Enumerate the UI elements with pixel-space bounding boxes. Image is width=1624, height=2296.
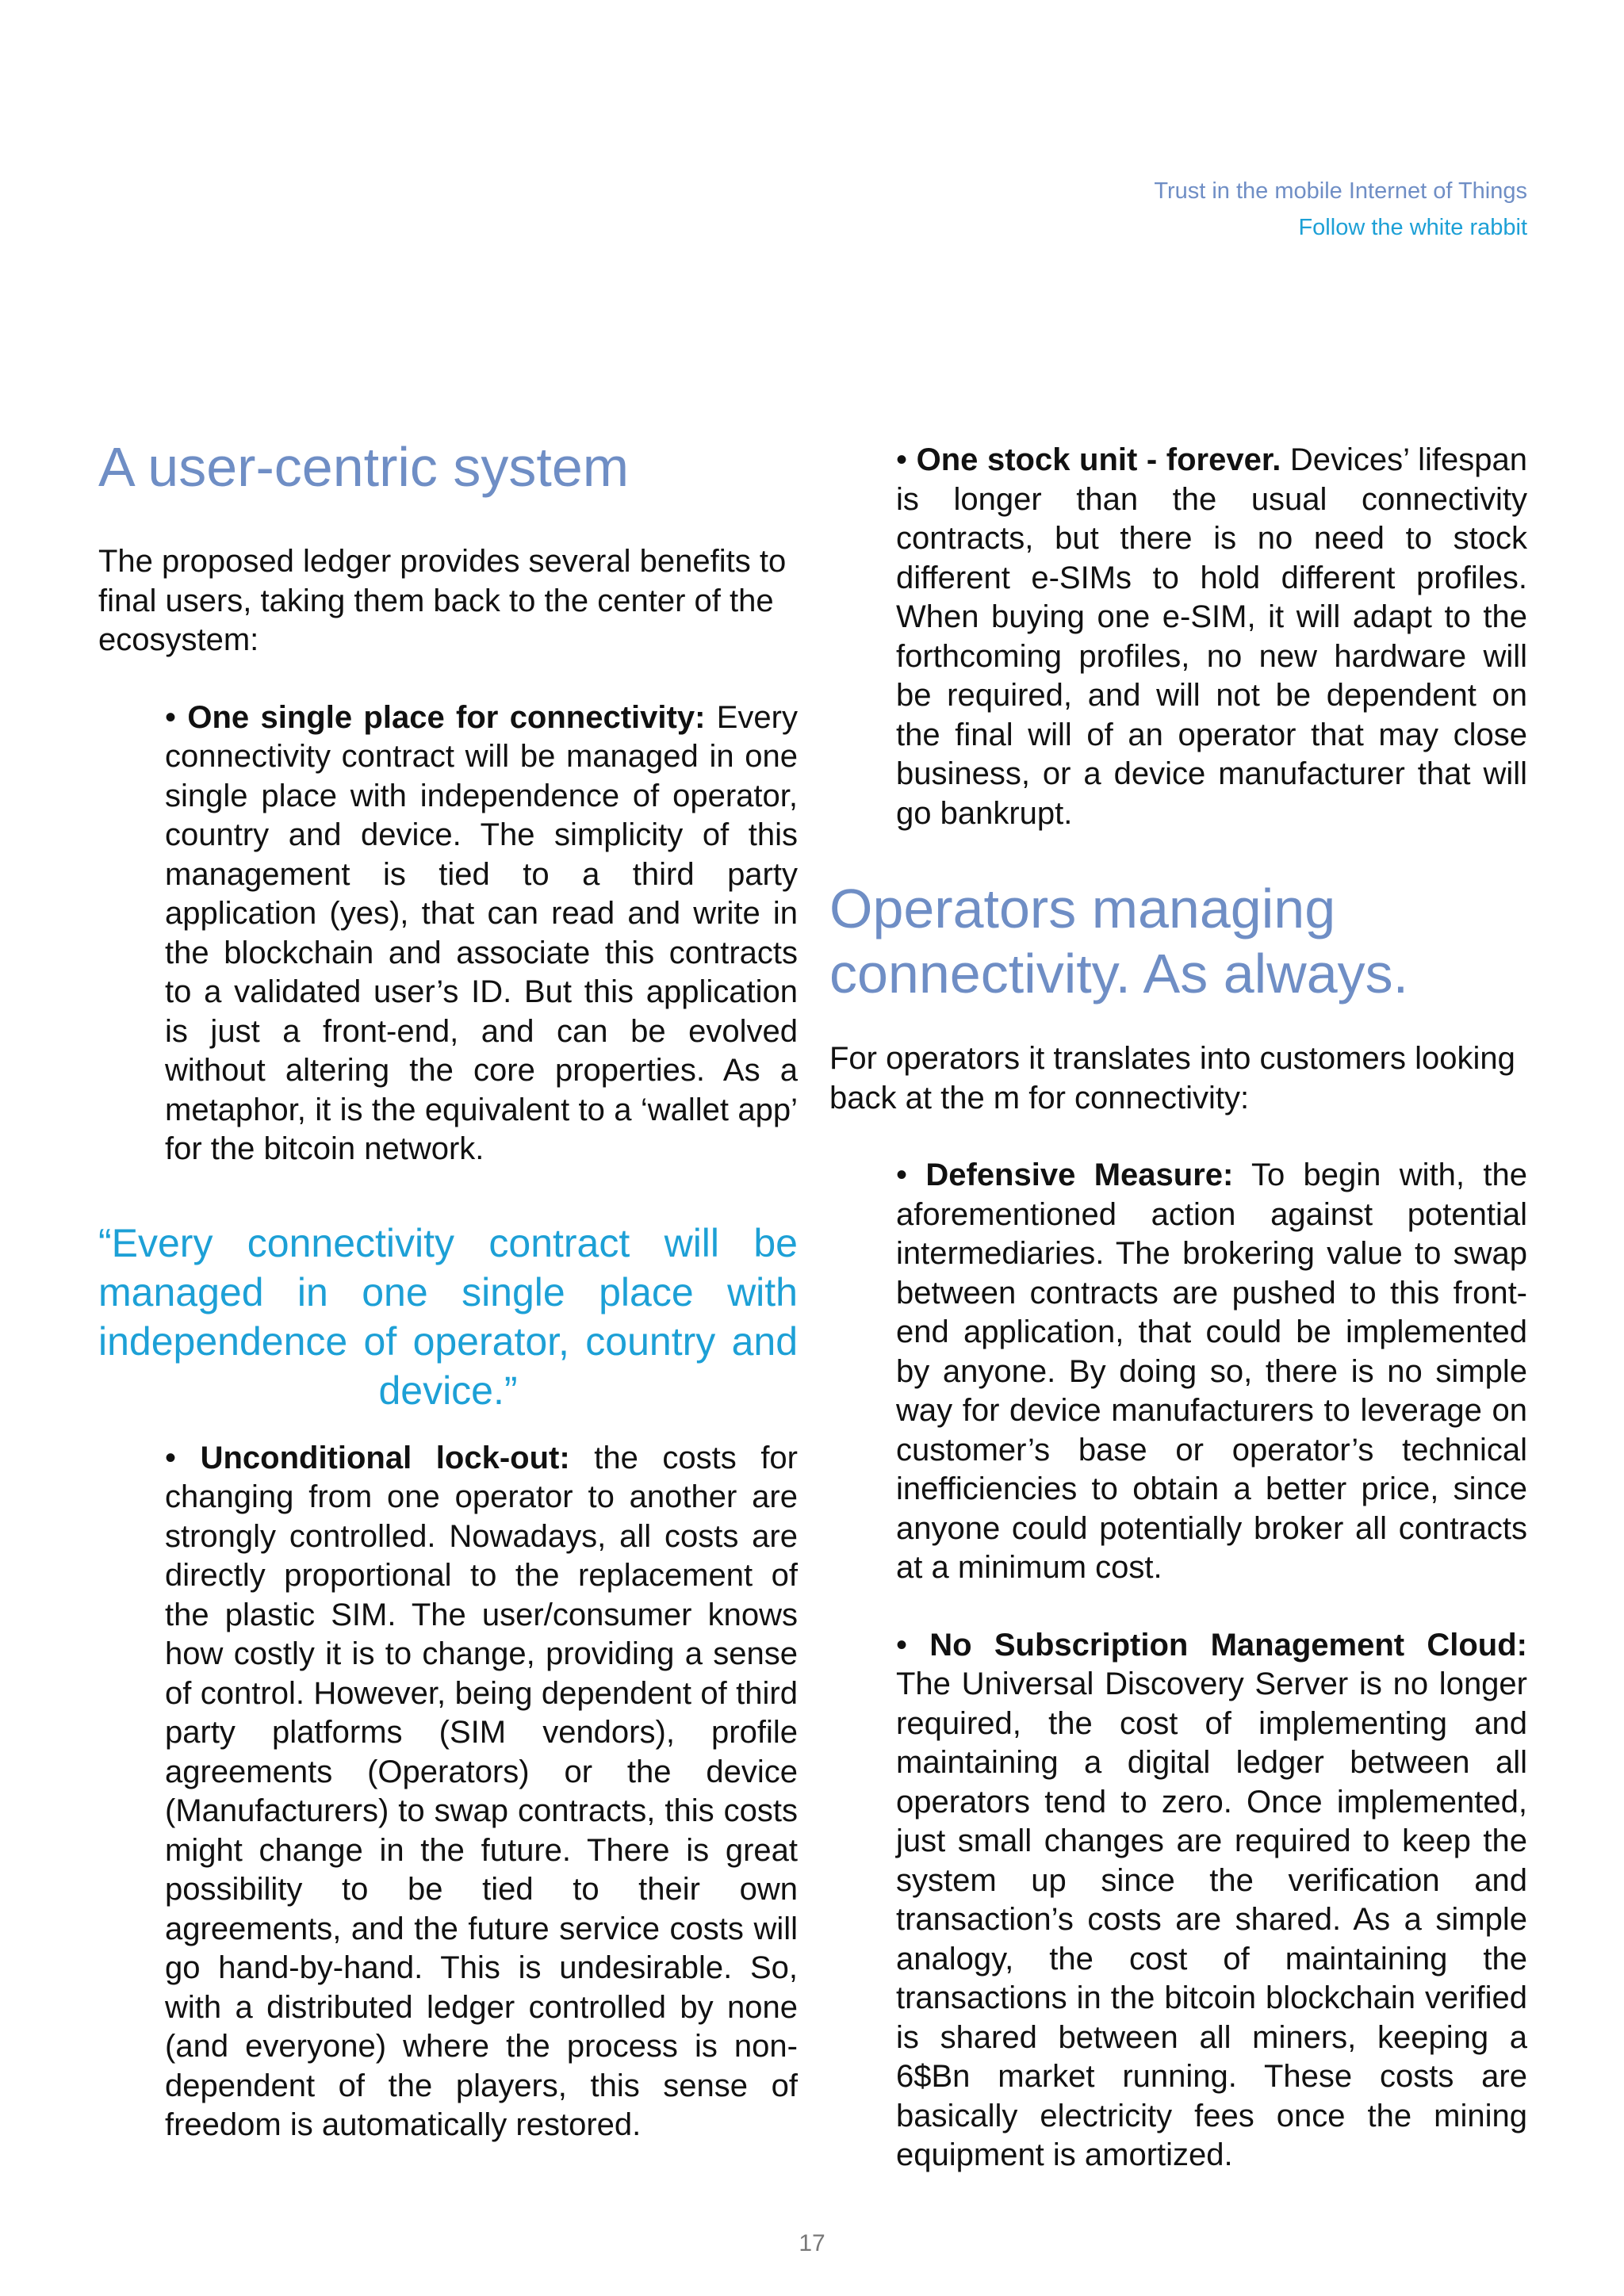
bullet-lead: One stock unit - forever. <box>916 442 1281 477</box>
bullet-body: the costs for changing from one operator to another are strongly controlled. Nowadays, all costs are directly proportional to the replacement of the plastic SIM. The user/consumer knows how costly it is to change, providing a sense of control. However, being dependent of third party platforms (SIM vendors), profile agreements (Operators) or the device (Manufacturers) to swap contracts, this costs might change in the future. There is great possibility to be tied to their own agreements, and the future service costs will go hand-by-hand. This is undesirable. So, with a distributed ledger controlled by none (and everyone) where the process is non-dependent of the players, this sense of freedom is automatically restored. <box>165 1440 798 2142</box>
intro-paragraph: The proposed ledger provides several benefits to final users, taking them back to the center of the ecosystem: <box>98 544 787 657</box>
bullet-lead: Unconditional lock-out: <box>200 1440 570 1475</box>
operators-intro: For operators it translates into customers looking back at the m for connectivity: <box>829 1041 1515 1115</box>
page-number: 17 <box>799 2230 825 2256</box>
bullet-body: Devices’ lifespan is longer than the usual connectivity contracts, but there is no need to stock different e-SIMs to hold different profiles. When buying one e-SIM, it will adapt to the forthcoming profiles, no new hardware will be required, and will not be dependent on the final will of an operator that may close business, or a device manufacturer that will go bankrupt. <box>896 442 1527 831</box>
bullet-lock-out: • Unconditional lock-out: the costs for changing from one operator to another are strongly controlled. Nowadays, all costs are directly proportional to the replacement of the plastic SIM. The user/consumer knows how costly it is to change, providing a sense of control. However, being dependent of third party platforms (SIM vendors), profile agreements (Operators) or the device (Manufacturers) to swap contracts, this costs might change in the future. There is great possibility to be tied to their own agreements, and the future service costs will go hand-by-hand. This is undesirable. So, with a distributed ledger controlled by none (and everyone) where the process is non-dependent of the players, this sense of freedom is automatically restored. <box>165 1440 798 2142</box>
bullet-body: The Universal Discovery Server is no longer required, the cost of implementing and maintaining a digital ledger between all operators tend to zero. Once implemented, just small changes are required to keep the system up since the verification and transaction’s costs are shared. As a simple analogy, the cost of maintaining the transactions in the bitcoin blockchain verified is shared between all miners, keeping a 6$Bn market running. These costs are basically electricity fees once the mining equipment is amortized. <box>896 1667 1527 2172</box>
bullet-defensive-measure: • Defensive Measure: To begin with, the aforementioned action against potential intermediaries. The brokering value to swap between contracts are pushed to this front-end application, that could be implemented by anyone. By doing so, there is no simple way for device manufacturers to leverage on customer’s base or operator’s technical inefficiencies to obtain a better price, since anyone could potentially broker all contracts at a minimum cost. <box>896 1158 1527 1585</box>
section-title-user-centric: A user-centric system <box>98 436 630 498</box>
left-column <box>98 434 798 2145</box>
bullet-body: Every connectivity contract will be managed in one single place with independence of operator, country and device. The simplicity of this management is tied to a third party application (yes), that can read and write in the blockchain and associate this contracts to a validated user’s ID. But this application is just a front-end, and can be evolved without altering the core properties. As a metaphor, it is the equivalent to a ‘wallet app’ for the bitcoin network. <box>165 699 798 1166</box>
bullet-single-place: • One single place for connectivity: Every connectivity contract will be managed in one single place with independence of operator, country and device. The simplicity of this management is tied to a third party application (yes), that can read and write in the blockchain and associate this contracts to a validated user’s ID. But this application is just a front-end, and can be evolved without altering the core properties. As a metaphor, it is the equivalent to a ‘wallet app’ for the bitcoin network. <box>165 699 798 1166</box>
bullet-lead: Defensive Measure: <box>925 1158 1234 1192</box>
right-column <box>829 441 1527 2175</box>
header-section-title: Follow the white rabbit <box>1298 215 1527 240</box>
bullet-no-subscription-cloud: • No Subscription Management Cloud: The Universal Discovery Server is no longer required, the cost of implementing and maintaining a digital ledger between all operators tend to zero. Once implemented, just small changes are required to keep the system up since the verification and transaction’s costs are shared. As a simple analogy, the cost of maintaining the transactions in the bitcoin blockchain verified is shared between all miners, keeping a 6$Bn market running. These costs are basically electricity fees once the mining equipment is amortized. <box>896 1627 1527 2172</box>
pull-quote: “Every connectivity contract will be managed in one single place with independence of operator, country and device.” <box>98 1220 798 1413</box>
bullet-stock-unit: • One stock unit - forever. Devices’ lifespan is longer than the usual connectivity contracts, but there is no need to stock different e-SIMs to hold different profiles. When buying one e-SIM, it will adapt to the forthcoming profiles, no new hardware will be required, and will not be dependent on the final will of an operator that may close business, or a device manufacturer that will go bankrupt. <box>896 442 1527 831</box>
running-header <box>1154 173 1527 246</box>
header-document-title: Trust in the mobile Internet of Things <box>1154 178 1527 204</box>
bullet-body: To begin with, the aforementioned action against potential intermediaries. The brokering value to swap between contracts are pushed to this front-end application, that could be implemented by anyone. By doing so, there is no simple way for device manufacturers to leverage on customer’s base or operator’s technical inefficiencies to obtain a better price, since anyone could potentially broker all contracts at a minimum cost. <box>896 1158 1527 1585</box>
bullet-lead: One single place for connectivity: <box>187 699 706 735</box>
section-title-operators: Operators managing connectivity. As always. <box>829 878 1409 1004</box>
bullet-lead: No Subscription Management Cloud: <box>929 1627 1527 1663</box>
